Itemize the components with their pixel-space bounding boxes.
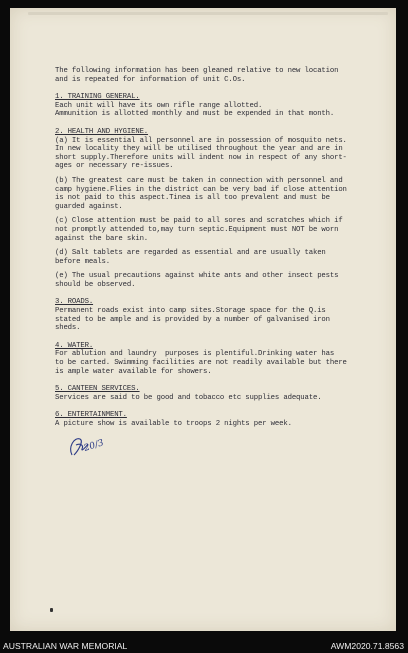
paper-mark xyxy=(50,608,53,612)
entertainment-heading: 6. ENTERTAINMENT. xyxy=(55,411,127,420)
handwritten-initials xyxy=(66,433,108,461)
health-item-b: (b) The greatest care must be taken in connection with personnel and camp hygiene.Flies in the district can be very bad if close attention is not paid to this aspect.Tinea is all too prevalent and must be guarded against. xyxy=(55,176,347,211)
health-item-e: (e) The usual precautions against white ants and other insect pests should be observed. xyxy=(55,272,339,289)
water-heading: 4. WATER. xyxy=(55,341,94,350)
training-text: Each unit will have its own rifle range allotted. Ammunition is allotted monthly and must be expended in that month. xyxy=(55,101,335,119)
initials-date: 20/3 xyxy=(82,438,106,454)
roads-text: Permanent roads exist into camp sites.Storage space for the Q.is stated to be ample and is provided by a number of galvanised iron sheds. xyxy=(55,307,330,333)
archive-footer xyxy=(0,640,408,653)
training-heading: 1. TRAINING GENERAL. xyxy=(55,93,140,102)
roads-heading: 3. ROADS. xyxy=(55,298,94,307)
canteen-heading: 5. CANTEEN SERVICES. xyxy=(55,385,140,394)
footer-institution: AUSTRALIAN WAR MEMORIAL xyxy=(3,641,128,651)
document-page xyxy=(10,8,396,631)
document-body xyxy=(55,67,387,429)
footer-accession-number: AWM2020.71.8563 xyxy=(330,641,404,651)
water-text: For ablution and laundry purposes is plentiful.Drinking water has to be carted. Swimming facilities are not readily available but there is ample water available for showers. xyxy=(55,350,347,376)
health-item-d: (d) Salt tablets are regarded as essential and are usually taken before meals. xyxy=(55,249,326,266)
health-heading: 2. HEALTH AND HYGIENE. xyxy=(55,127,149,136)
health-item-c: (c) Close attention must be paid to all sores and scratches which if not promptly attended to,may turn septic.Equipment must NOT be worn against the bare skin. xyxy=(55,217,343,243)
entertainment-text: A picture show is available to troops 2 nights per week. xyxy=(55,420,292,428)
intro-text: The following information has been gleaned relative to new location and is repeated for information of unit C.Os. xyxy=(55,67,339,84)
canteen-text: Services are said to be good and tobacco etc supplies adequate. xyxy=(55,393,322,402)
health-item-a: (a) It is essential all personnel are in possession of mosquito nets. In new locality they will be utilised throughout the year and are in short supply.Therefore units will indent now in respect of any short- ages or necessary re-issues. xyxy=(55,136,347,171)
